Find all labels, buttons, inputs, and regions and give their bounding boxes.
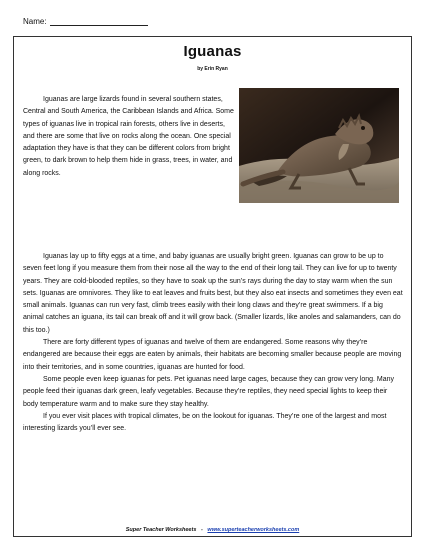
article-body xyxy=(23,251,404,435)
article-byline: by Erin Ryan xyxy=(197,66,228,72)
paragraph-eggs-and-growth: Iguanas lay up to fifty eggs at a time, and baby iguanas are usually bright green. Iguanas can grow to be up to seven feet long if you measure them from their nose all the way to the end of their long tail. They can live for up to twenty years. They are cold-blooded reptiles, so they have to soak up the sun’s rays during the day to stay warm when the sun sets. Iguanas are omnivores. They like to eat leaves and fruits best, but they also eat insects and sometimes they even eat small animals. Iguanas can run very fast, climb trees easily with their long claws and they’re great swimmers. If a big animal catches an iguana, its tail can break off and it will grow back. (Smaller lizards, like anoles and salamanders, can do this too.) xyxy=(23,253,403,334)
footer xyxy=(0,527,425,533)
intro-paragraph-block xyxy=(23,94,238,180)
iguana-photo xyxy=(239,88,399,203)
footer-separator: - xyxy=(200,527,203,533)
name-label: Name: xyxy=(23,17,47,26)
footer-brand: Super Teacher Worksheets xyxy=(125,527,197,533)
paragraph-closing: If you ever visit places with tropical climates, be on the lookout for iguanas. They’re one of the largest and most interesting lizards you’ll ever see. xyxy=(23,412,387,433)
intro-paragraph: Iguanas are large lizards found in several southern states, Central and South America, the Caribbean Islands and Africa. Some types of iguanas live in tropical rain forests, others live in deserts, and there are some that live on rocks along the ocean. One special adaptation they have is that they can be different colors from bright green, to dark brown to help them hide in grass, trees, in water, and along rocks. xyxy=(23,96,234,177)
name-blank-line[interactable] xyxy=(50,17,148,26)
footer-url-link[interactable]: www.superteacherworksheets.com xyxy=(207,527,300,533)
paragraph-pets: Some people even keep iguanas for pets. Pet iguanas need large cages, because they can grow very long. Many people feed their iguanas dark green, leafy vegetables. Because they’re reptiles, they need special lights to keep their body temperature warm and to make sure they stay healthy. xyxy=(23,375,395,408)
name-field xyxy=(23,17,148,26)
paragraph-endangered: There are forty different types of iguanas and twelve of them are endangered. Some reasons why they’re endangered are because their eggs are eaten by animals, their habitats are becoming smaller because people are moving into their territories, and in some countries, iguanas are hunted for food. xyxy=(23,339,402,371)
article-title: Iguanas xyxy=(183,43,242,60)
